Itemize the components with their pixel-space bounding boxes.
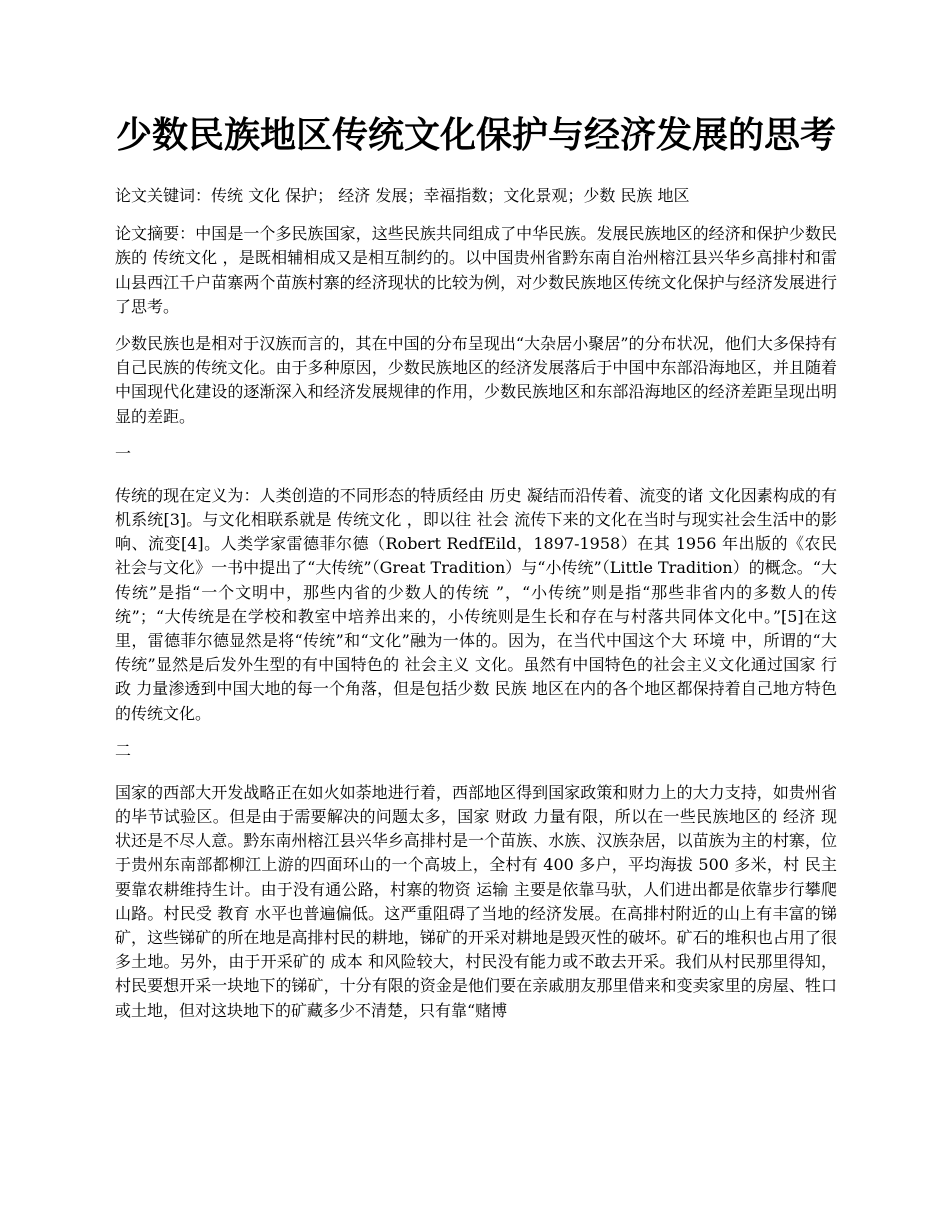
document-page <box>115 112 837 1036</box>
section-two-paragraph: 国家的西部大开发战略正在如火如荼地进行着，西部地区得到国家政策和财力上的大力支持，如贵州省的毕节试验区。但是由于需要解决的问题太多，国家 财政 力量有限，所以在一些民族地区的 经济 现状还是不尽人意。黔东南州榕江县兴华乡高排村是一个苗族、水族、汉族杂居，以苗族为主的村寨，位于贵州东南部都柳江上游的四面环山的一个高坡上，全村有 400 多户，平均海拔 500 多米，村 民主 要靠农耕维持生计。由于没有通公路，村寨的物资 运输 主要是依靠马驮，人们进出都是依靠步行攀爬山路。村民受 教育 水平也普遍偏低。这严重阻碍了当地的经济发展。在高排村附近的山上有丰富的锑矿，这些锑矿的所在地是高排村民的耕地，锑矿的开采对耕地是毁灭性的破坏。矿石的堆积也占用了很多土地。另外，由于开采矿的 成本 和风险较大，村民没有能力或不敢去开采。我们从村民那里得知，村民要想开采一块地下的锑矿，十分有限的资金是他们要在亲戚朋友那里借来和变卖家里的房屋、牲口或土地，但对这块地下的矿藏多少不清楚，只有靠“赌博 <box>115 782 837 1020</box>
section-two-heading: 二 <box>115 740 132 760</box>
abstract-paragraph: 论文摘要：中国是一个多民族国家，这些民族共同组成了中华民族。发展民族地区的经济和保护少数民族的 传统文化 ，是既相辅相成又是相互制约的。以中国贵州省黔东南自治州榕江县兴华乡高排村和雷山县西江千户苗寨两个苗族村寨的经济现状的比较为例，对少数民族地区传统文化保护与经济发展进行了思考。 <box>115 224 837 316</box>
section-one-heading: 一 <box>115 443 132 463</box>
keywords-paragraph: 论文关键词：传统 文化 保护； 经济 发展；幸福指数；文化景观；少数 民族 地区 <box>115 186 690 205</box>
intro-paragraph: 少数民族也是相对于汉族而言的，其在中国的分布呈现出“大杂居小聚居”的分布状况，他们大多保持有自己民族的传统文化。由于多种原因，少数民族地区的经济发展落后于中国中东部沿海地区，并且随着中国现代化建设的逐渐深入和经济发展规律的作用，少数民族地区和东部沿海地区的经济差距呈现出明显的差距。 <box>115 334 837 426</box>
section-one-paragraph: 传统的现在定义为：人类创造的不同形态的特质经由 历史 凝结而沿传着、流变的诸 文化因素构成的有机系统[3]。与文化相联系就是 传统文化 ，即以往 社会 流传下来的文化在当时与现实社会生活中的影响、流变[4]。人类学家雷德菲尔德（Robert RedfEild，1897-1958）在其 1956 年出版的《农民社会与文化》一书中提出了“大传统”（Great Tradition）与“小传统”（Little Tradition）的概念。“大传统”是指“一个文明中，那些内省的少数人的传统 ”，“小传统”则是指“那些非省内的多数人的传统”；“大传统是在学校和教室中培养出来的，小传统则是生长和存在与村落共同体文化中。”[5]在这里，雷德菲尔德显然是将“传统”和“文化”融为一体的。因为，在当代中国这个大 环境 中，所谓的“大传统”显然是后发外生型的有中国特色的 社会主义 文化。虽然有中国特色的社会主义文化通过国家 行政 力量渗透到中国大地的每一个角落，但是包括少数 民族 地区在内的各个地区都保持着自己地方特色的传统文化。 <box>115 485 837 723</box>
document-title: 少数民族地区传统文化保护与经济发展的思考 <box>115 114 836 156</box>
